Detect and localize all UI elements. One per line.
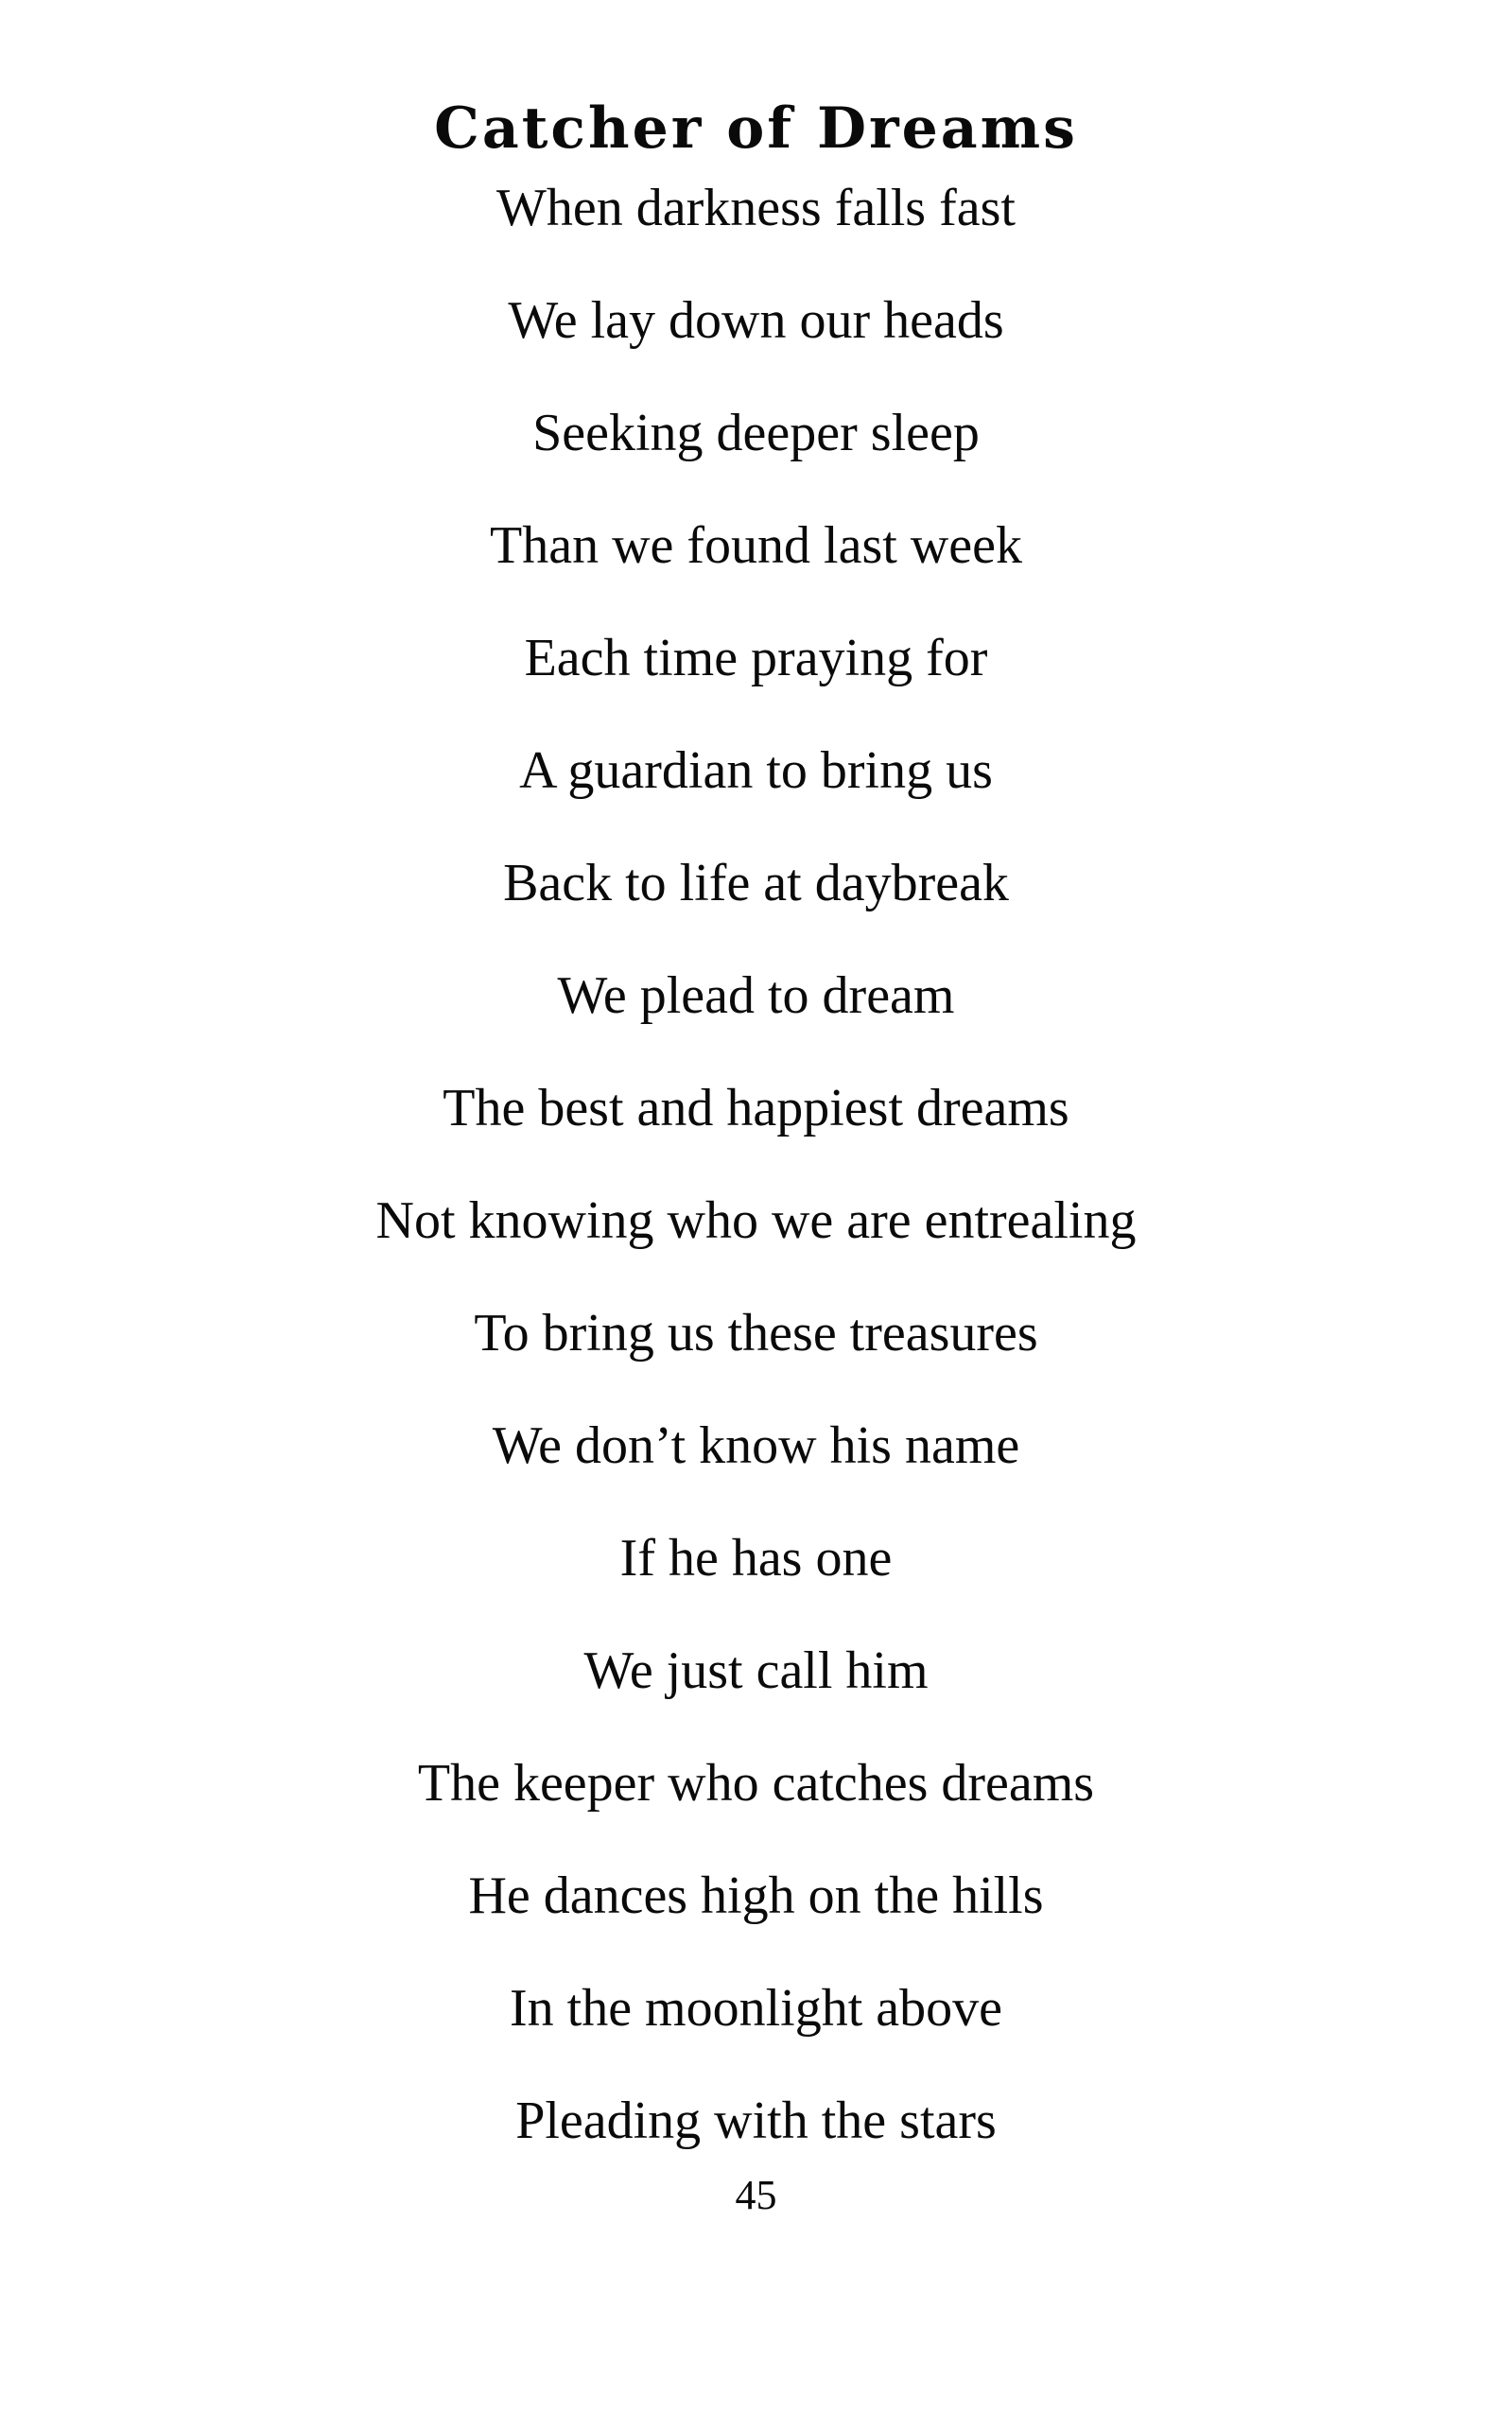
poem-line: When darkness falls fast: [496, 179, 1016, 237]
poem-body: [0, 170, 1512, 2196]
poem-title: Catcher of Dreams: [434, 95, 1078, 162]
poem-line: Than we found last week: [490, 516, 1022, 575]
poem-line: He dances high on the hills: [468, 1866, 1044, 1925]
poem-line: Each time praying for: [524, 629, 988, 687]
poem-line: We don’t know his name: [492, 1416, 1020, 1475]
poem-line: We lay down our heads: [508, 291, 1004, 350]
poem-line: In the moonlight above: [509, 1979, 1002, 2038]
poem-line: To bring us these treasures: [474, 1304, 1038, 1363]
poem-line: A guardian to bring us: [519, 741, 993, 800]
poem-line: Seeking deeper sleep: [532, 404, 980, 462]
poem-line: We just call him: [583, 1641, 929, 1700]
poem-line: If he has one: [619, 1529, 893, 1588]
poem-line: The keeper who catches dreams: [417, 1754, 1095, 1813]
poem-line: Pleading with the stars: [515, 2092, 997, 2150]
poem-line: Back to life at daybreak: [503, 854, 1009, 912]
page-number: 45: [735, 2172, 777, 2218]
poem-line: We plead to dream: [557, 966, 955, 1025]
poem-line: Not knowing who we are entrealing: [375, 1191, 1137, 1250]
poem-line: The best and happiest dreams: [443, 1079, 1069, 1137]
